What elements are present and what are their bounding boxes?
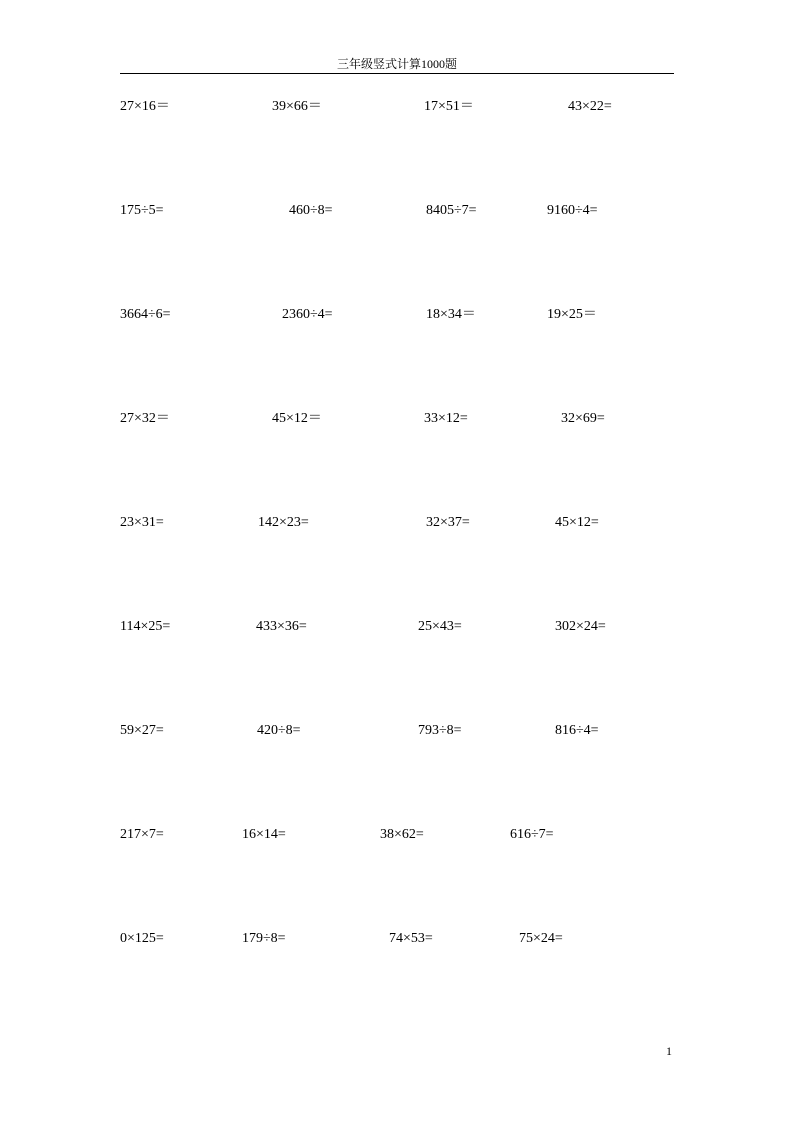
problem-r1-c1: 27×16＝	[120, 99, 170, 114]
problem-r2-c1: 175÷5=	[120, 203, 164, 218]
problem-r7-c4: 816÷4=	[555, 723, 599, 738]
problem-r3-c2: 2360÷4=	[282, 307, 333, 322]
problem-r8-c1: 217×7=	[120, 827, 164, 842]
problem-r8-c4: 616÷7=	[510, 827, 554, 842]
problem-r6-c1: 114×25=	[120, 619, 171, 634]
problem-r2-c2: 460÷8=	[289, 203, 333, 218]
problem-r7-c1: 59×27=	[120, 723, 164, 738]
problem-r9-c4: 75×24=	[519, 931, 563, 946]
problem-r1-c4: 43×22=	[568, 99, 612, 114]
problem-r8-c3: 38×62=	[380, 827, 424, 842]
problem-r3-c4: 19×25＝	[547, 307, 597, 322]
problem-r8-c2: 16×14=	[242, 827, 286, 842]
problem-r1-c3: 17×51＝	[424, 99, 474, 114]
problem-r5-c2: 142×23=	[258, 515, 309, 530]
problem-r6-c3: 25×43=	[418, 619, 462, 634]
problem-r4-c3: 33×12=	[424, 411, 468, 426]
problem-r9-c2: 179÷8=	[242, 931, 286, 946]
problem-r3-c1: 3664÷6=	[120, 307, 171, 322]
header-divider	[120, 73, 674, 74]
problem-r7-c3: 793÷8=	[418, 723, 462, 738]
problem-r5-c4: 45×12=	[555, 515, 599, 530]
problem-r2-c4: 9160÷4=	[547, 203, 598, 218]
problem-r2-c3: 8405÷7=	[426, 203, 477, 218]
problem-r4-c1: 27×32＝	[120, 411, 170, 426]
page-number: 1	[666, 1044, 672, 1058]
problem-r5-c1: 23×31=	[120, 515, 164, 530]
problem-r9-c3: 74×53=	[389, 931, 433, 946]
problem-r6-c2: 433×36=	[256, 619, 307, 634]
problem-r1-c2: 39×66＝	[272, 99, 322, 114]
problem-r9-c1: 0×125=	[120, 931, 164, 946]
problem-r7-c2: 420÷8=	[257, 723, 301, 738]
problem-r4-c4: 32×69=	[561, 411, 605, 426]
problem-r6-c4: 302×24=	[555, 619, 606, 634]
problem-r3-c3: 18×34＝	[426, 307, 476, 322]
problem-r5-c3: 32×37=	[426, 515, 470, 530]
problem-r4-c2: 45×12＝	[272, 411, 322, 426]
page-header-title: 三年级竖式计算1000题	[336, 57, 457, 71]
